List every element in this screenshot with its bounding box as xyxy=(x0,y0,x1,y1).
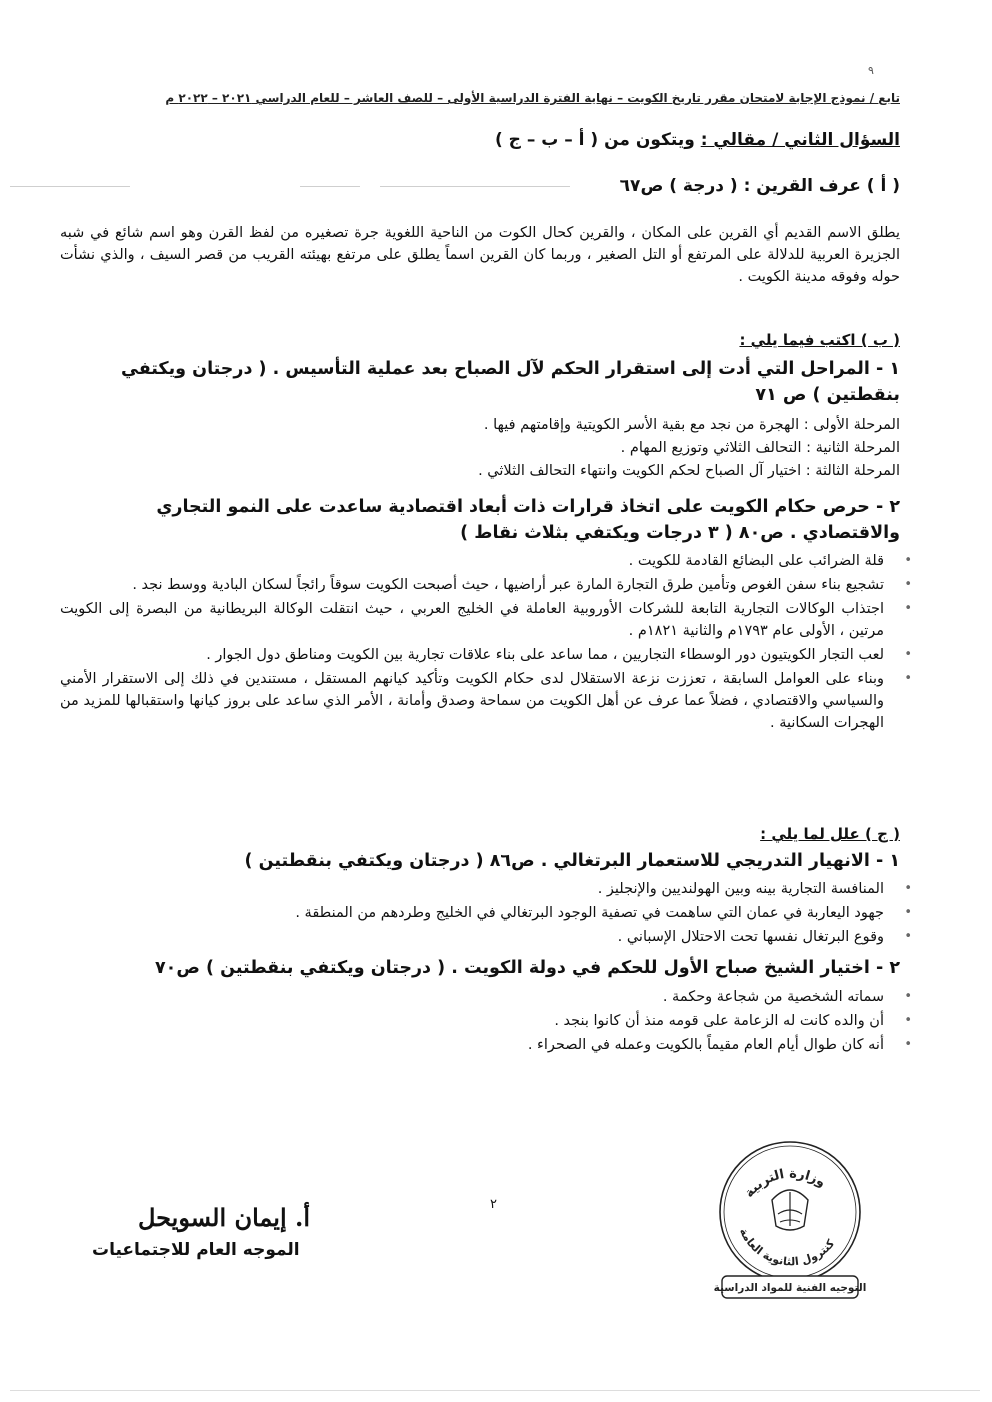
scan-artifact-line xyxy=(380,186,570,187)
list-item: • سماته الشخصية من شجاعة وحكمة . xyxy=(60,986,920,1008)
signature-title: الموجه العام للاجتماعيات xyxy=(92,1240,300,1260)
section-a-title: ( أ ) عرف القرين : ( درجة ) ص٦٧ xyxy=(619,176,900,196)
stamp-banner-text: التوجيه الفنية للمواد الدراسية xyxy=(713,1282,867,1294)
list-item: • أن والده كانت له الزعامة على قومه منذ أن كانوا بنجد . xyxy=(60,1010,920,1032)
stamp-ring-text: وزارة التربية xyxy=(741,1166,829,1201)
question-title-parts: ويتكون من ( أ – ب – ج ) xyxy=(494,130,701,150)
list-item: • جهود اليعاربة في عمان التي ساهمت في تصفية الوجود البرتغالي في الخليج وطردهم من المنطقة . xyxy=(60,902,920,924)
phase-line: المرحلة الثالثة : اختيار آل الصباح لحكم الكويت وانتهاء التحالف الثلاثي . xyxy=(478,463,900,479)
scan-artifact-line xyxy=(300,186,360,187)
phase-line: المرحلة الأولى : الهجرة من نجد مع بقية الأسر الكويتية وإقامتهم فيها . xyxy=(483,417,900,433)
list-item: • لعب التجار الكويتيون دور الوسطاء التجاريين ، مما ساعد على بناء علاقات تجارية بين الكويت ومناطق دول الجوار . xyxy=(60,644,920,666)
question-title xyxy=(495,130,900,150)
list-item: • وبناء على العوامل السابقة ، تعززت نزعة الاستقلال لدى حكام الكويت وتأكيد كيانهم المستقل ، مستندين في ذلك إلى الاستقرار الأمني والسياسي والاقتصادي ، فضلاً عما عرف عن أهل الكويت من سماحة وصدق وأمانة ، الأمر الذي ساعد على بروز كيانها واستقبالها للمزيد من الهجرات السكانية . xyxy=(60,668,920,734)
page-bottom-rule xyxy=(10,1390,980,1391)
phase-line: المرحلة الثانية : التحالف الثلاثي وتوزيع المهام . xyxy=(620,440,900,456)
list-item: • أنه كان طوال أيام العام مقيماً بالكويت وعمله في الصحراء . xyxy=(60,1034,920,1056)
scan-artifact-line xyxy=(10,186,130,187)
section-b-item2-heading: ٢ - حرص حكام الكويت على اتخاذ قرارات ذات أبعاد اقتصادية ساعدت على النمو التجاري والاقتصادي . ص٨٠ ( ٣ درجات ويكتفي بثلاث نقاط ) xyxy=(156,497,900,543)
signature-name: أ. إيمان السويحل xyxy=(138,1203,311,1232)
ministry-stamp xyxy=(700,1130,880,1310)
emblem-icon xyxy=(772,1190,808,1230)
list-item: • قلة الضرائب على البضائع القادمة للكويت . xyxy=(60,550,920,572)
section-a-body: يطلق الاسم القديم أي القرين على المكان ، والقرين كحال الكوت من الناحية اللغوية جرة تصغيره من لفظ القرن وهو اسم شائع في شبه الجزيرة العربية للدلالة على المرتفع أو التل الصغير ، وربما كان القرين اسماً يطلق على مرتفع بهيئته القريب من قصر السيف ، والذي نشأت حوله وفوقه مدينة الكويت . xyxy=(60,225,900,285)
list-item: • تشجيع بناء سفن الغوص وتأمين طرق التجارة المارة عبر أراضيها ، حيث أصبحت الكويت سوقاً رائجاً لسكان البادية ووسط نجد . xyxy=(60,574,920,596)
section-c-item2-list xyxy=(60,986,920,1058)
question-title-label: السؤال الثاني / مقالي : xyxy=(700,130,900,150)
stamp-inner-text: كنترول الثانوية العامة xyxy=(736,1226,838,1269)
section-c-item1-heading: ١ - الانهيار التدريجي للاستعمار البرتغالي . ص٨٦ ( درجتان ويكتفي بنقطتين ) xyxy=(244,851,900,871)
page-number: ٢ xyxy=(490,1197,497,1212)
section-b-item1-heading: ١ - المراحل التي أدت إلى استقرار الحكم لآل الصباح بعد عملية التأسيس . ( درجتان ويكتفي بنقطتين ) ص ٧١ xyxy=(120,359,900,405)
section-c-item1-list xyxy=(60,878,920,950)
section-c-title: ( ج ) علل لما يلي : xyxy=(760,825,900,843)
list-item: • المنافسة التجارية بينه وبين الهولنديين والإنجليز . xyxy=(60,878,920,900)
section-b-item2-list xyxy=(60,550,920,736)
list-item: • اجتذاب الوكالات التجارية التابعة للشركات الأوروبية العاملة في الخليج العربي ، حيث انتقلت الوكالة البريطانية من البصرة إلى الكويت مرتين ، الأولى عام ١٧٩٣م والثانية ١٨٢١م . xyxy=(60,598,920,642)
section-b-title: ( ب ) اكتب فيما يلي : xyxy=(739,331,900,349)
running-header: تابع / نموذج الإجابة لامتحان مقرر تاريخ الكويت – نهاية الفترة الدراسية الأولى – للصف العاشر – للعام الدراسي ٢٠٢١ – ٢٠٢٢ م xyxy=(165,91,900,105)
page-corner-mark: ٩ xyxy=(868,64,874,77)
section-c-item2-heading: ٢ - اختيار الشيخ صباح الأول للحكم في دولة الكويت . ( درجتان ويكتفي بنقطتين ) ص٧٠ xyxy=(154,958,900,978)
list-item: • وقوع البرتغال نفسها تحت الاحتلال الإسباني . xyxy=(60,926,920,948)
